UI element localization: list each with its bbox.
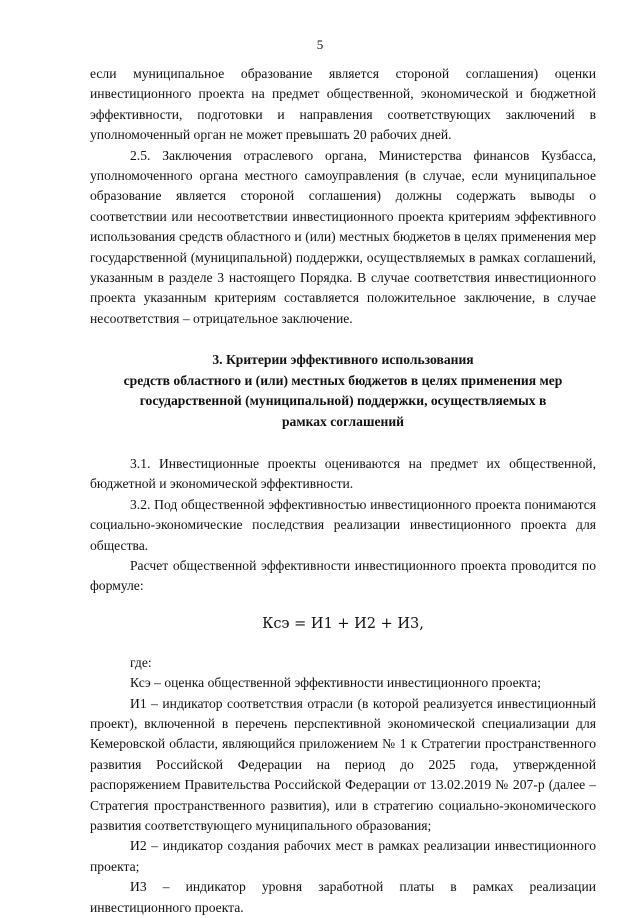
paragraph-continuation: если муниципальное образование является стороной соглашения) оценки инвестиционного проекта на предмет общественной, экономической и бюджетной эффективности, подготовки и направления соответствующих заключений в уполномоченный орган не может превышать 20 рабочих дней. [90,66,596,143]
formula: Ксэ = И1 + И2 + И3, [262,615,424,632]
definition-i3: И3 – индикатор уровня заработной платы в рамках реализации инвестиционного проекта. [90,879,596,915]
section-heading-line: средств областного и (или) местных бюджетов в целях применения мер [123,372,563,388]
paragraph-3-2: 3.2. Под общественной эффективностью инвестиционного проекта понимаются социально-экономические последствия реализации инвестиционного проекта для общества. [90,496,596,553]
paragraph-3-1: 3.1. Инвестиционные проекты оцениваются на предмет их общественной, бюджетной и экономической эффективности. [90,455,596,492]
definition-i2: И2 – индикатор создания рабочих мест в рамках реализации инвестиционного проекта; [90,838,596,874]
definition-i1: И1 – индикатор соответствия отрасли (в которой реализуется инвестиционный проект), включенной в перечень перспективной экономической специализации для Кемеровской области, являющийся приложением № 1 к Стратегии пространственного развития Российской Федерации на период до 2025 года, утвержденной распоряжением Правительства Российской Федерации от 13.02.2019 № 207-р (далее – Стратегия пространственного развития), или в стратегию социально-экономического развития соответствующего муниципального образования; [90,695,596,833]
section-heading-line: рамках соглашений [282,413,404,429]
section-heading-line: 3. Критерии эффективного использования [212,352,474,368]
page-number: 5 [316,37,324,52]
paragraph-where: где: [130,654,152,670]
paragraph-formula-intro: Расчет общественной эффективности инвестиционного проекта проводится по формуле: [90,557,596,594]
section-heading-line: государственной (муниципальной) поддержки, осуществляемых в [139,393,547,409]
document-body [90,64,596,918]
definition-kse: Ксэ – оценка общественной эффективности инвестиционного проекта; [130,675,541,691]
section-heading [90,350,596,432]
paragraph-2-5: 2.5. Заключения отраслевого органа, Министерства финансов Кузбасса, уполномоченного органа местного самоуправления (в случае, если муниципальное образование является стороной соглашения) должны содержать выводы о соответствии или несоответствии инвестиционного проекта критериям эффективного использования средств областного и (или) местных бюджетов в целях применения мер государственной (муниципальной) поддержки, осуществляемых в рамках соглашений, указанным в разделе 3 настоящего Порядка. В случае соответствия инвестиционного проекта указанным критериям составляется положительное заключение, в случае несоответствия – отрицательное заключение. [90,147,596,326]
